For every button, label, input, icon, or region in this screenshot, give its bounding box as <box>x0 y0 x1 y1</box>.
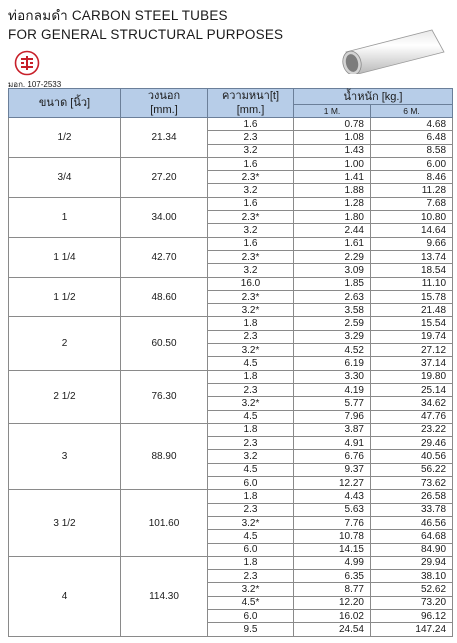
weight-6m-cell: 29.46 <box>371 437 453 450</box>
thickness-cell: 3.2 <box>208 184 294 197</box>
thickness-cell: 1.8 <box>208 556 294 569</box>
thickness-cell: 6.0 <box>208 543 294 556</box>
weight-6m-cell: 64.68 <box>371 530 453 543</box>
header-thickness <box>208 89 294 118</box>
thickness-cell: 3.2 <box>208 450 294 463</box>
od-cell: 76.30 <box>121 370 208 423</box>
weight-1m-cell: 5.77 <box>294 397 371 410</box>
weight-6m-cell: 18.54 <box>371 264 453 277</box>
thickness-cell: 2.3 <box>208 131 294 144</box>
weight-6m-cell: 73.62 <box>371 477 453 490</box>
weight-6m-cell: 52.62 <box>371 583 453 596</box>
weight-1m-cell: 24.54 <box>294 623 371 636</box>
thickness-cell: 4.5 <box>208 410 294 423</box>
weight-1m-cell: 0.78 <box>294 118 371 131</box>
thickness-cell: 4.5* <box>208 596 294 609</box>
weight-1m-cell: 1.08 <box>294 131 371 144</box>
weight-1m-cell: 14.15 <box>294 543 371 556</box>
weight-6m-cell: 19.80 <box>371 370 453 383</box>
weight-1m-cell: 1.85 <box>294 277 371 290</box>
table-row <box>9 370 453 383</box>
weight-6m-cell: 26.58 <box>371 490 453 503</box>
weight-1m-cell: 2.44 <box>294 224 371 237</box>
header-size <box>9 89 121 118</box>
weight-6m-cell: 38.10 <box>371 570 453 583</box>
table-row <box>9 490 453 503</box>
size-cell: 3 1/2 <box>9 490 121 556</box>
thickness-cell: 1.8 <box>208 423 294 436</box>
weight-1m-cell: 2.29 <box>294 250 371 263</box>
weight-1m-cell: 3.29 <box>294 330 371 343</box>
size-cell: 1/2 <box>9 118 121 158</box>
thickness-cell: 2.3* <box>208 171 294 184</box>
thickness-cell: 9.5 <box>208 623 294 636</box>
header-size-label: ขนาด [นิ้ว] <box>38 97 91 109</box>
table-body <box>9 118 453 637</box>
weight-1m-cell: 7.76 <box>294 516 371 529</box>
weight-1m-cell: 1.43 <box>294 144 371 157</box>
weight-1m-cell: 1.28 <box>294 197 371 210</box>
thickness-cell: 2.3* <box>208 211 294 224</box>
weight-1m-cell: 8.77 <box>294 583 371 596</box>
thickness-cell: 2.3* <box>208 250 294 263</box>
weight-6m-cell: 19.74 <box>371 330 453 343</box>
weight-1m-cell: 2.59 <box>294 317 371 330</box>
weight-6m-cell: 29.94 <box>371 556 453 569</box>
thickness-cell: 1.8 <box>208 317 294 330</box>
thickness-cell: 6.0 <box>208 609 294 622</box>
weight-6m-cell: 37.14 <box>371 357 453 370</box>
header-od <box>121 89 208 118</box>
weight-6m-cell: 84.90 <box>371 543 453 556</box>
thickness-cell: 4.5 <box>208 530 294 543</box>
header-weight-6m: 6 M. <box>371 105 453 118</box>
thickness-cell: 2.3 <box>208 570 294 583</box>
od-cell: 48.60 <box>121 277 208 317</box>
table-row <box>9 237 453 250</box>
header-weight-label: น้ำหนัก [kg.] <box>343 90 403 103</box>
weight-6m-cell: 4.68 <box>371 118 453 131</box>
title-line-1: ท่อกลมดำ CARBON STEEL TUBES <box>8 8 228 23</box>
thickness-cell: 1.6 <box>208 157 294 170</box>
weight-1m-cell: 4.19 <box>294 383 371 396</box>
header-weight-1m: 1 M. <box>294 105 371 118</box>
thickness-cell: 16.0 <box>208 277 294 290</box>
weight-1m-cell: 1.00 <box>294 157 371 170</box>
weight-6m-cell: 11.28 <box>371 184 453 197</box>
weight-1m-cell: 4.52 <box>294 344 371 357</box>
thickness-cell: 2.3 <box>208 503 294 516</box>
od-cell: 114.30 <box>121 556 208 636</box>
weight-1m-cell: 1.61 <box>294 237 371 250</box>
thickness-cell: 1.6 <box>208 237 294 250</box>
size-cell: 2 <box>9 317 121 370</box>
weight-6m-cell: 73.20 <box>371 596 453 609</box>
weight-6m-cell: 96.12 <box>371 609 453 622</box>
weight-1m-cell: 2.63 <box>294 290 371 303</box>
table-row <box>9 317 453 330</box>
weight-6m-cell: 13.74 <box>371 250 453 263</box>
weight-1m-cell: 12.27 <box>294 477 371 490</box>
weight-6m-cell: 15.54 <box>371 317 453 330</box>
weight-1m-cell: 6.76 <box>294 450 371 463</box>
table-row <box>9 556 453 569</box>
weight-6m-cell: 46.56 <box>371 516 453 529</box>
weight-6m-cell: 25.14 <box>371 383 453 396</box>
weight-1m-cell: 10.78 <box>294 530 371 543</box>
weight-6m-cell: 40.56 <box>371 450 453 463</box>
od-cell: 60.50 <box>121 317 208 370</box>
weight-6m-cell: 15.78 <box>371 290 453 303</box>
weight-1m-cell: 3.09 <box>294 264 371 277</box>
header-od-unit: [mm.] <box>150 104 178 116</box>
weight-6m-cell: 9.66 <box>371 237 453 250</box>
thickness-cell: 2.3* <box>208 290 294 303</box>
od-cell: 21.34 <box>121 118 208 158</box>
size-cell: 4 <box>9 556 121 636</box>
thickness-cell: 3.2 <box>208 144 294 157</box>
thickness-cell: 3.2* <box>208 397 294 410</box>
size-cell: 3 <box>9 423 121 489</box>
table-row <box>9 197 453 210</box>
weight-6m-cell: 6.48 <box>371 131 453 144</box>
tis-standard-logo-icon <box>14 50 40 76</box>
weight-6m-cell: 7.68 <box>371 197 453 210</box>
weight-1m-cell: 1.41 <box>294 171 371 184</box>
thickness-cell: 3.2* <box>208 304 294 317</box>
weight-1m-cell: 16.02 <box>294 609 371 622</box>
thickness-cell: 2.3 <box>208 437 294 450</box>
steel-tube-spec-table <box>8 88 453 637</box>
weight-6m-cell: 8.58 <box>371 144 453 157</box>
weight-1m-cell: 7.96 <box>294 410 371 423</box>
standard-number: มอก. 107-2533 <box>8 80 62 89</box>
weight-6m-cell: 8.46 <box>371 171 453 184</box>
weight-1m-cell: 5.63 <box>294 503 371 516</box>
weight-6m-cell: 6.00 <box>371 157 453 170</box>
table-row <box>9 277 453 290</box>
thickness-cell: 4.5 <box>208 463 294 476</box>
od-cell: 27.20 <box>121 157 208 197</box>
weight-6m-cell: 47.76 <box>371 410 453 423</box>
weight-1m-cell: 3.58 <box>294 304 371 317</box>
table-row <box>9 118 453 131</box>
od-cell: 34.00 <box>121 197 208 237</box>
thickness-cell: 1.6 <box>208 197 294 210</box>
weight-1m-cell: 12.20 <box>294 596 371 609</box>
weight-6m-cell: 21.48 <box>371 304 453 317</box>
title-line-2: FOR GENERAL STRUCTURAL PURPOSES <box>8 27 284 42</box>
header-od-label: วงนอก <box>147 90 181 102</box>
weight-1m-cell: 3.87 <box>294 423 371 436</box>
thickness-cell: 3.2 <box>208 224 294 237</box>
size-cell: 1 1/2 <box>9 277 121 317</box>
thickness-cell: 2.3 <box>208 330 294 343</box>
thickness-cell: 1.6 <box>208 118 294 131</box>
size-cell: 1 1/4 <box>9 237 121 277</box>
table-row <box>9 423 453 436</box>
header-weight <box>294 89 453 105</box>
thickness-cell: 3.2 <box>208 264 294 277</box>
weight-1m-cell: 6.35 <box>294 570 371 583</box>
size-cell: 1 <box>9 197 121 237</box>
weight-1m-cell: 4.99 <box>294 556 371 569</box>
header-thickness-label: ความหนา[t] <box>221 90 280 102</box>
weight-6m-cell: 147.24 <box>371 623 453 636</box>
thickness-cell: 1.8 <box>208 370 294 383</box>
weight-6m-cell: 23.22 <box>371 423 453 436</box>
od-cell: 101.60 <box>121 490 208 556</box>
weight-1m-cell: 1.80 <box>294 211 371 224</box>
size-cell: 3/4 <box>9 157 121 197</box>
thickness-cell: 3.2* <box>208 344 294 357</box>
weight-6m-cell: 10.80 <box>371 211 453 224</box>
weight-6m-cell: 56.22 <box>371 463 453 476</box>
thickness-cell: 1.8 <box>208 490 294 503</box>
weight-6m-cell: 11.10 <box>371 277 453 290</box>
weight-6m-cell: 34.62 <box>371 397 453 410</box>
thickness-cell: 3.2* <box>208 516 294 529</box>
header-thickness-unit: [mm.] <box>236 104 265 116</box>
weight-6m-cell: 33.78 <box>371 503 453 516</box>
od-cell: 42.70 <box>121 237 208 277</box>
weight-1m-cell: 9.37 <box>294 463 371 476</box>
od-cell: 88.90 <box>121 423 208 489</box>
thickness-cell: 4.5 <box>208 357 294 370</box>
weight-1m-cell: 6.19 <box>294 357 371 370</box>
size-cell: 2 1/2 <box>9 370 121 423</box>
thickness-cell: 2.3 <box>208 383 294 396</box>
thickness-cell: 3.2* <box>208 583 294 596</box>
weight-6m-cell: 14.64 <box>371 224 453 237</box>
weight-1m-cell: 4.91 <box>294 437 371 450</box>
table-row <box>9 157 453 170</box>
steel-tube-icon <box>328 22 450 74</box>
weight-1m-cell: 4.43 <box>294 490 371 503</box>
weight-1m-cell: 3.30 <box>294 370 371 383</box>
weight-1m-cell: 1.88 <box>294 184 371 197</box>
thickness-cell: 6.0 <box>208 477 294 490</box>
weight-6m-cell: 27.12 <box>371 344 453 357</box>
